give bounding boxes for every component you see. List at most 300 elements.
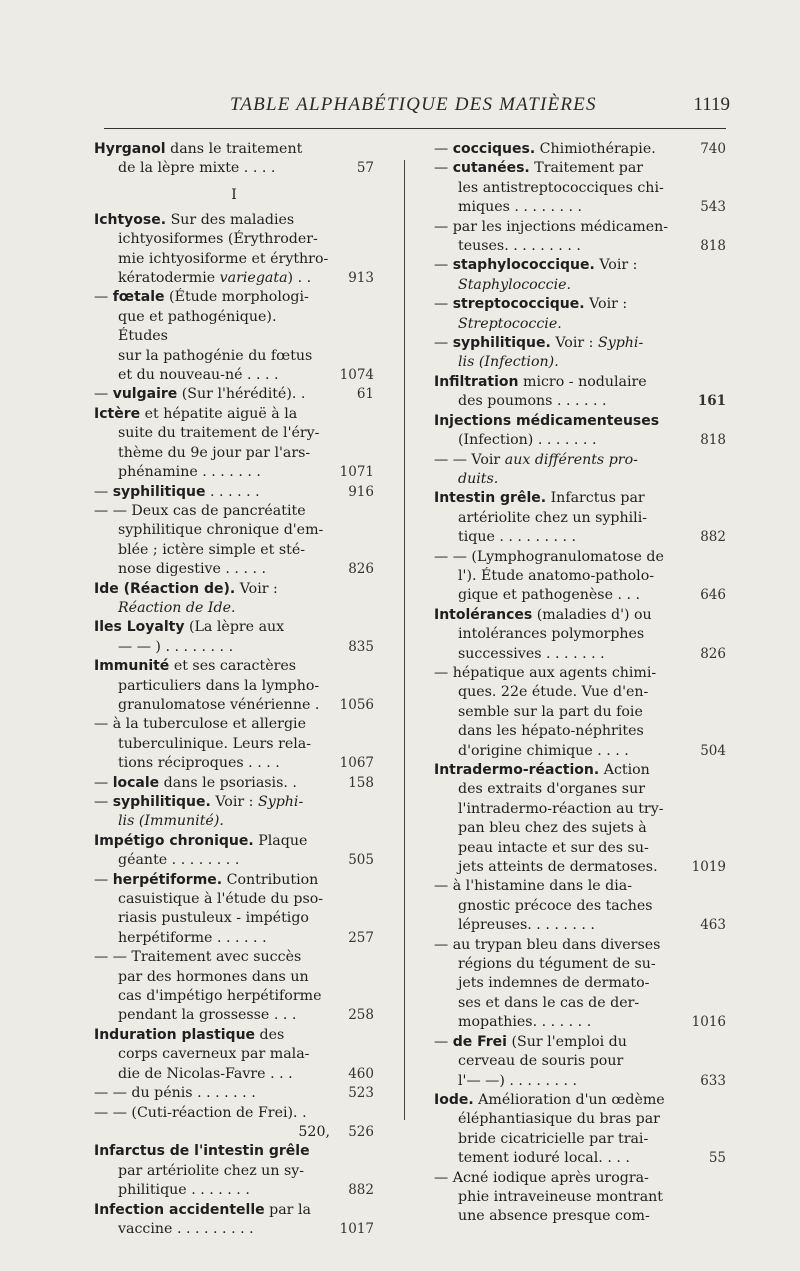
entry-body: par des hormones dans un	[118, 968, 309, 985]
entry-body: 520,	[298, 1123, 330, 1140]
entry-line	[434, 897, 682, 916]
entry-line	[94, 502, 330, 521]
entry-line	[94, 1220, 330, 1239]
entry-body: l'intradermo-réaction au try-	[458, 800, 664, 817]
index-entry	[434, 256, 726, 295]
entry-headword: Intolérances	[434, 606, 533, 623]
entry-dash: —	[434, 257, 453, 274]
index-entry	[434, 140, 726, 159]
entry-italic: Syphi-	[597, 335, 644, 352]
entry-text	[94, 1142, 374, 1200]
entry-body: mie ichtyosiforme et érythro-	[118, 250, 329, 267]
entry-dash: — —	[434, 548, 472, 565]
index-entry	[434, 761, 726, 877]
entry-text	[434, 256, 726, 295]
entry-body: Voir :	[584, 296, 628, 313]
entry-dash: —	[434, 296, 453, 313]
entry-italic: lis (Infection).	[458, 354, 559, 371]
entry-text	[94, 871, 374, 949]
entry-line	[94, 715, 330, 734]
page-reference: 158	[348, 774, 374, 791]
index-entry	[434, 1169, 726, 1227]
entry-line	[94, 405, 330, 424]
entry-line	[94, 754, 330, 773]
page-reference: 1074	[339, 367, 374, 384]
page-reference: 646	[700, 587, 726, 604]
index-entry	[94, 288, 374, 385]
entry-body: peau intacte et sur des su-	[458, 839, 649, 856]
page-reference: 161	[697, 393, 726, 410]
entry-line	[434, 877, 682, 896]
entry-text	[94, 793, 374, 832]
entry-dash: —	[434, 1169, 453, 1186]
entry-body: Contribution	[222, 871, 319, 888]
entry-body: du pénis . . . . . . .	[131, 1085, 256, 1102]
entry-body: Traitement par	[529, 160, 644, 177]
page-reference: 523	[348, 1085, 374, 1102]
entry-italic: variegata	[219, 270, 288, 287]
index-entry	[94, 832, 374, 871]
entry-dash: — —	[94, 1085, 132, 1102]
entry-body: régions du tégument de su-	[458, 956, 656, 973]
page-reference: 61	[356, 386, 374, 403]
entry-body: phie intraveineuse montrant	[458, 1188, 663, 1205]
page-reference: 1016	[691, 1014, 726, 1031]
entry-line	[434, 489, 682, 508]
entry-line	[434, 237, 682, 256]
entry-dash: —	[434, 1033, 453, 1050]
entry-body: vaccine . . . . . . . . .	[118, 1220, 254, 1237]
entry-text	[434, 489, 726, 547]
entry-line	[434, 606, 682, 625]
entry-line	[434, 353, 682, 372]
entry-line	[94, 463, 330, 482]
entry-text	[434, 412, 726, 451]
entry-line	[94, 580, 330, 599]
entry-headword: Ide (Réaction de).	[94, 580, 236, 597]
entry-body: une absence presque com-	[458, 1208, 650, 1225]
page-reference: 505	[348, 852, 374, 869]
entry-line	[434, 586, 682, 605]
entry-body: des	[255, 1026, 285, 1043]
entry-body: et hépatite aiguë à la	[140, 405, 298, 422]
entry-line	[434, 761, 682, 780]
index-entry	[94, 618, 374, 657]
running-header	[90, 88, 730, 122]
entry-dash: —	[94, 774, 113, 791]
index-entry	[434, 606, 726, 664]
entry-text	[434, 159, 726, 217]
entry-headword: cocciques.	[452, 141, 536, 157]
entry-line	[94, 1123, 330, 1142]
entry-text	[94, 1104, 374, 1143]
entry-dash: —	[434, 335, 453, 352]
entry-headword: Induration plastique	[94, 1026, 256, 1043]
entry-dash: —	[94, 794, 113, 810]
entry-text	[94, 405, 374, 483]
entry-headword: Impétigo chronique.	[94, 832, 254, 849]
index-entry	[94, 1026, 374, 1084]
section-letter: I	[231, 186, 237, 203]
entry-italic: lis (Immunité).	[118, 813, 224, 830]
entry-dash: —	[94, 716, 113, 733]
entry-body: d'origine chimique . . . .	[458, 742, 629, 759]
header-rule	[104, 128, 726, 129]
entry-text	[434, 451, 726, 490]
entry-body: par la	[264, 1201, 311, 1218]
page-reference: 504	[700, 742, 726, 759]
entry-text	[94, 580, 374, 619]
entry-dash: —	[94, 871, 113, 888]
entry-body: riasis pustuleux - impétigo	[118, 910, 309, 927]
index-entry	[434, 334, 726, 373]
entry-text	[94, 385, 374, 404]
entry-headword: Immunité	[94, 658, 170, 675]
entry-line	[434, 664, 682, 683]
entry-line	[94, 1006, 330, 1025]
entry-body: Voir :	[235, 580, 278, 597]
entry-line	[94, 1162, 330, 1181]
entry-body: ichtyosiformes (Érythroder-	[118, 231, 318, 248]
entry-line	[94, 1201, 330, 1220]
entry-headword: cutanées.	[452, 160, 530, 177]
entry-body: thème du 9e jour par l'ars-	[118, 444, 311, 461]
index-entry	[94, 793, 374, 832]
entry-body: (Lymphogranulomatose de	[471, 548, 664, 565]
entry-body: à la tuberculose et allergie	[112, 716, 306, 733]
index-entry	[94, 657, 374, 715]
entry-body: Voir :	[594, 257, 638, 274]
entry-body: par artériolite chez un sy-	[118, 1162, 305, 1179]
entry-line	[94, 483, 330, 502]
entry-text	[434, 1091, 726, 1169]
entry-body: Action	[599, 762, 650, 778]
entry-text	[94, 211, 374, 289]
entry-line	[434, 140, 682, 159]
entry-body: à l'histamine dans le dia-	[452, 878, 633, 895]
index-entry	[94, 385, 374, 404]
entry-line	[94, 159, 330, 178]
entry-line	[94, 638, 330, 657]
entry-text	[94, 1201, 374, 1240]
entry-line	[434, 936, 682, 955]
entry-body: Chimiothérapie.	[535, 141, 656, 157]
entry-line	[434, 780, 682, 799]
entry-line	[434, 373, 682, 392]
entry-line	[434, 1207, 682, 1226]
entry-line	[94, 793, 330, 812]
entry-body: des poumons . . . . . .	[458, 393, 607, 410]
entry-line	[94, 1084, 330, 1103]
entry-line	[94, 851, 330, 870]
entry-text	[434, 373, 726, 412]
entry-body: par les injections médicamen-	[452, 218, 669, 235]
entry-line	[94, 890, 330, 909]
entry-line	[434, 625, 682, 644]
entry-headword: Hyrganol	[94, 141, 166, 157]
entry-headword: staphylococcique.	[452, 257, 595, 274]
entry-line	[434, 955, 682, 974]
entry-line	[94, 812, 330, 831]
entry-line	[94, 929, 330, 948]
entry-body: (maladies d') ou	[532, 606, 652, 623]
entry-body: Deux cas de pancréatite	[131, 502, 306, 519]
entry-line	[434, 1169, 682, 1188]
entry-text	[434, 761, 726, 877]
entry-body: semble sur la part du foie	[458, 703, 643, 720]
entry-body: Voir :	[210, 794, 258, 810]
entry-text	[94, 1026, 374, 1084]
entry-body: et du nouveau-né . . . .	[118, 367, 279, 384]
entry-line	[434, 1110, 682, 1129]
entry-body: éléphantiasique du bras par	[458, 1111, 660, 1128]
entry-italic: aux différents pro-	[504, 451, 638, 468]
entry-line	[94, 521, 330, 540]
entry-line	[434, 295, 682, 314]
entry-headword: Infiltration	[434, 373, 519, 390]
entry-headword: Intradermo-réaction.	[434, 762, 600, 778]
entry-body: pendant la grossesse . . .	[118, 1007, 297, 1024]
index-entry	[94, 1201, 374, 1240]
entry-text	[434, 1033, 726, 1091]
entry-body: corps caverneux par mala-	[118, 1046, 310, 1063]
entry-line	[434, 1052, 682, 1071]
entry-body: gnostic précoce des taches	[458, 897, 653, 914]
column-divider	[404, 160, 405, 1120]
entry-body: Acné iodique après urogra-	[452, 1169, 649, 1186]
index-entry	[94, 580, 374, 619]
entry-line	[94, 347, 330, 366]
entry-body: sur la pathogénie du fœtus	[118, 347, 313, 364]
entry-body: ques. 22e étude. Vue d'en-	[458, 684, 649, 701]
entry-body: tique . . . . . . . . .	[458, 529, 577, 546]
entry-line	[94, 1142, 330, 1161]
entry-headword: Infarctus de l'intestin grêle	[94, 1143, 310, 1160]
entry-body: cas d'impétigo herpétiforme	[118, 988, 322, 1005]
entry-body: Voir :	[550, 335, 598, 352]
entry-body: tions réciproques . . . .	[118, 755, 280, 772]
entry-body: Voir	[471, 451, 505, 468]
entry-dash: — —	[94, 502, 132, 519]
entry-body: de la lèpre mixte . . . .	[118, 160, 276, 177]
entry-line	[434, 509, 682, 528]
left-column	[94, 140, 374, 1239]
page-reference: 1019	[691, 859, 726, 876]
page-reference: 818	[700, 238, 726, 255]
entry-line	[94, 288, 330, 307]
entry-line	[434, 256, 682, 275]
index-entry	[434, 1091, 726, 1169]
entry-dash: —	[434, 878, 453, 895]
entry-headword: Infection accidentelle	[94, 1201, 265, 1218]
entry-text	[94, 618, 374, 657]
entry-text	[434, 140, 726, 159]
index-entry	[94, 948, 374, 1026]
right-column	[434, 140, 726, 1227]
index-entry	[434, 373, 726, 412]
entry-body: au trypan bleu dans diverses	[452, 936, 661, 953]
entry-body: — — ) . . . . . . . .	[118, 638, 234, 655]
entry-headword: herpétiforme.	[112, 871, 223, 888]
entry-body: dans les hépato-néphrites	[458, 723, 644, 740]
entry-line	[434, 528, 682, 547]
entry-line	[434, 1188, 682, 1207]
entry-line	[434, 548, 682, 567]
index-entry	[434, 1033, 726, 1091]
entry-headword: syphilitique	[112, 483, 206, 500]
entry-body: syphilitique chronique d'em-	[118, 522, 324, 539]
entry-dash: —	[434, 218, 453, 235]
entry-body: des extraits d'organes sur	[458, 781, 646, 798]
page-reference: 818	[700, 432, 726, 449]
entry-line	[94, 987, 330, 1006]
entry-dash: —	[94, 483, 113, 500]
entry-line	[94, 366, 330, 385]
entry-body: et ses caractères	[169, 658, 297, 675]
entry-text	[434, 1169, 726, 1227]
entry-body: teuses. . . . . . . . .	[458, 238, 581, 255]
entry-text	[434, 295, 726, 334]
index-entry	[434, 489, 726, 547]
entry-body: mopathies. . . . . . .	[458, 1014, 592, 1031]
index-entry	[94, 483, 374, 502]
entry-line	[434, 703, 682, 722]
entry-line	[94, 735, 330, 754]
page-reference: 826	[348, 561, 374, 578]
entry-body: casuistique à l'étude du pso-	[118, 891, 324, 908]
entry-body: tuberculinique. Leurs rela-	[118, 735, 312, 752]
entry-headword: de Frei	[452, 1033, 507, 1050]
entry-line	[434, 412, 682, 431]
entry-body: micro - nodulaire	[518, 373, 647, 390]
entry-line	[94, 599, 330, 618]
entry-body: intolérances polymorphes	[458, 626, 645, 643]
entry-line	[94, 871, 330, 890]
page-reference: 1017	[339, 1220, 374, 1237]
entry-text	[434, 548, 726, 606]
entry-line	[94, 968, 330, 987]
entry-line	[94, 774, 330, 793]
entry-line	[434, 742, 682, 761]
entry-line	[434, 839, 682, 858]
entry-dash: —	[434, 664, 453, 681]
entry-italic: Syphi-	[257, 794, 304, 810]
entry-body: géante . . . . . . . .	[118, 852, 240, 869]
entry-body: Infarctus par	[546, 490, 645, 507]
index-entry	[94, 1084, 374, 1103]
entry-line	[94, 211, 330, 230]
entry-line	[94, 832, 330, 851]
entry-line	[434, 1013, 682, 1032]
index-entry	[94, 140, 374, 179]
entry-body: (La lèpre aux	[184, 619, 285, 636]
page-reference: 1056	[339, 696, 374, 713]
entry-line	[94, 269, 330, 288]
page-reference: 57	[356, 160, 374, 177]
index-entry	[94, 502, 374, 580]
entry-body: blée ; ictère simple et sté-	[118, 541, 306, 558]
entry-body: (Sur l'hérédité). .	[177, 386, 306, 403]
entry-body: phénamine . . . . . . .	[118, 464, 261, 481]
entry-text	[434, 936, 726, 1033]
index-entry	[94, 1104, 374, 1143]
entry-text	[94, 948, 374, 1026]
entry-text	[94, 140, 374, 179]
entry-line	[434, 431, 682, 450]
entry-line	[94, 1045, 330, 1064]
index-entry	[434, 664, 726, 761]
entry-dash: —	[434, 141, 453, 157]
index-entry	[434, 218, 726, 257]
entry-body: pan bleu chez des sujets à	[458, 820, 647, 837]
entry-body: (Infection) . . . . . . .	[458, 432, 597, 449]
entry-line	[434, 645, 682, 664]
entry-body: jets atteints de dermatoses.	[458, 859, 658, 876]
page-reference: 1071	[339, 464, 374, 481]
entry-dash: — —	[434, 451, 472, 468]
page-reference: 740	[700, 141, 726, 157]
entry-dash: — —	[94, 1104, 132, 1121]
entry-dash: —	[94, 289, 113, 306]
entry-text	[434, 664, 726, 761]
entry-line	[94, 1181, 330, 1200]
entry-line	[434, 392, 682, 411]
entry-line	[434, 159, 682, 178]
entry-line	[94, 250, 330, 269]
entry-line	[94, 657, 330, 676]
entry-line	[94, 1026, 330, 1045]
entry-line	[94, 696, 330, 715]
entry-line	[94, 560, 330, 579]
entry-body: miques . . . . . . . .	[458, 199, 583, 216]
page-reference: 913	[348, 270, 374, 287]
index-entry	[94, 405, 374, 483]
page-reference: 460	[348, 1065, 374, 1082]
index-entry	[94, 715, 374, 773]
page-reference: 257	[348, 929, 374, 946]
entry-text	[94, 715, 374, 773]
entry-line	[434, 1091, 682, 1110]
entry-line	[434, 916, 682, 935]
entry-line	[434, 567, 682, 586]
page-reference: 916	[348, 483, 374, 500]
page-reference: 882	[700, 529, 726, 546]
entry-text	[434, 334, 726, 373]
page-reference: 463	[700, 917, 726, 934]
entry-line	[434, 198, 682, 217]
entry-line	[94, 385, 330, 404]
entry-body: granulomatose vénérienne .	[118, 696, 320, 713]
entry-body: artériolite chez un syphili-	[458, 509, 648, 526]
entry-body: Amélioration d'un œdème	[473, 1091, 665, 1108]
entry-body: particuliers dans la lympho-	[118, 677, 320, 694]
entry-body: . . . . . .	[205, 483, 260, 500]
entry-line	[94, 1065, 330, 1084]
entry-headword: Iles Loyalty	[94, 619, 185, 636]
page-reference: 543	[700, 199, 726, 216]
entry-body: lépreuses. . . . . . . .	[458, 917, 595, 934]
entry-body: dans le psoriasis. .	[159, 774, 297, 791]
index-entry	[94, 1142, 374, 1200]
entry-headword: syphilitique.	[112, 794, 211, 810]
entry-line	[434, 276, 682, 295]
entry-dash: —	[434, 936, 453, 953]
entry-italic: Streptococcie.	[458, 315, 562, 332]
entry-italic: duits.	[458, 470, 499, 487]
entry-text	[94, 832, 374, 871]
entry-headword: syphilitique.	[452, 335, 551, 352]
entry-body: philitique . . . . . . .	[118, 1182, 250, 1199]
